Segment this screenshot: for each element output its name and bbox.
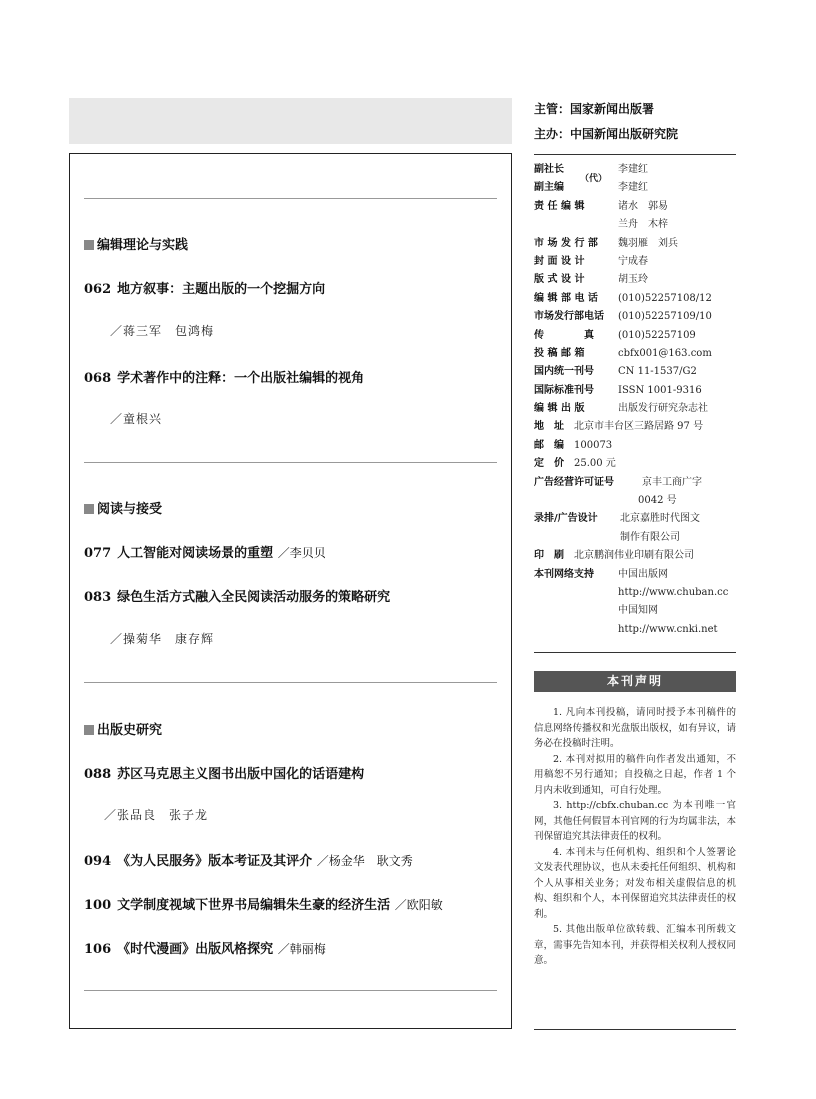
declaration-text (534, 705, 736, 969)
staff-row: 编 辑 部 电 话 (010)52257108/12 (534, 292, 712, 304)
staff-row: 投 稿 邮 箱 cbfx001@163.com (534, 345, 736, 363)
chuban-link[interactable]: http://www.chuban.cc (618, 586, 729, 598)
toc-entry[interactable]: 094 《为人民服务》版本考证及其评介 ／杨金华 耿文秀 (84, 854, 413, 869)
header-band (69, 98, 512, 144)
section-square-icon (84, 725, 94, 735)
masthead-rule (534, 1029, 736, 1030)
staff-row: 制作有限公司 (620, 531, 680, 543)
staff-row: 国际标准刊号 ISSN 1001-9316 (534, 384, 702, 396)
toc-entry[interactable]: 100 文学制度视域下世界书局编辑朱生豪的经济生活 ／欧阳敏 (84, 898, 443, 913)
article-author: ／童根兴 (110, 412, 163, 426)
declaration-paragraph: 2. 本刊对拟用的稿件向作者发出通知，不用稿恕不另行通知；自投稿之日起，作者 1 个月内未收到通知，可自行处理。 (534, 753, 736, 796)
staff-row: 兰舟 木梓 (618, 219, 668, 231)
masthead-rule (534, 652, 736, 653)
staff-row (534, 584, 736, 602)
masthead-rule (534, 154, 736, 155)
staff-row: 广告经营许可证号 京丰工商广字 (534, 476, 702, 488)
article-author: ／操菊华 康存辉 (110, 632, 215, 646)
declaration-paragraph: 5. 其他出版单位欲转载、汇编本刊所载文章，需事先告知本刊，并获得相关权利人授权同意。 (534, 924, 736, 966)
toc-entry[interactable]: 077 人工智能对阅读场景的重塑 ／李贝贝 (84, 546, 326, 561)
declaration-paragraph: 4. 本刊未与任何机构、组织和个人签署论文发表代理协议，也从未委托任何组织、机构和个人从事相关业务；对发布相关虚假信息的机构、组织和个人，本刊保留追究其法律责任的权利。 (534, 846, 736, 920)
sponsor: 主办：中国新闻出版研究院 (534, 127, 679, 141)
staff-row: 市场发行部电话 (010)52257109/10 (534, 311, 712, 323)
staff-row: 封 面 设 计 宁成春 (534, 255, 648, 267)
divider (84, 682, 497, 683)
staff-row: 印 刷 北京鹏润伟业印刷有限公司 (534, 550, 694, 562)
staff-row: 邮 编 100073 (534, 439, 613, 451)
toc-entry[interactable]: 083 绿色生活方式融入全民阅读活动服务的策略研究 (84, 590, 391, 605)
staff-row: 中国知网 (618, 605, 658, 617)
toc-entry[interactable]: 106 《时代漫画》出版风格探究 ／韩丽梅 (84, 942, 326, 957)
article-author: ／张品良 张子龙 (104, 808, 209, 822)
staff-list (534, 161, 736, 639)
divider (84, 198, 497, 199)
toc-entry[interactable]: 062 地方叙事：主题出版的一个挖掘方向 (84, 282, 326, 297)
declaration-paragraph: 1. 凡向本刊投稿，请同时授予本刊稿件的信息网络传播权和光盘版出版权，如有异议，请务必在投稿时注明。 (534, 707, 736, 749)
staff-row: 定 价 25.00 元 (534, 458, 616, 470)
staff-row: 编 辑 出 版 出版发行研究杂志社 (534, 403, 708, 415)
divider (84, 462, 497, 463)
staff-row: 录排/广告设计 北京嘉胜时代图文 (534, 513, 700, 525)
declaration-title: 本刊声明 (534, 671, 736, 692)
section-title: 编辑理论与实践 (84, 234, 188, 253)
section-title: 阅读与接受 (84, 498, 162, 517)
toc-entry[interactable]: 068 学术著作中的注释：一个出版社编辑的视角 (84, 371, 365, 386)
staff-row: 版 式 设 计 胡玉玲 (534, 274, 648, 286)
declaration-paragraph: 3. http://cbfx.chuban.cc 为本刊唯一官网，其他任何假冒本刊官网的行为均属非法，本刊保留追究其法律责任的权利。 (534, 800, 736, 842)
staff-row: 地 址 北京市丰台区三路居路 97 号 (534, 421, 704, 433)
article-author: ／蒋三军 包鸿梅 (110, 324, 215, 338)
staff-row: 副社长 （代） 李建红 (534, 164, 648, 184)
email-link[interactable]: cbfx001@163.com (618, 347, 712, 359)
staff-row: 责 任 编 辑 诸水 郭易 (534, 200, 668, 212)
staff-row: 市 场 发 行 部 魏羽雁 刘兵 (534, 237, 678, 249)
staff-row: 0042 号 (638, 495, 677, 507)
staff-row (534, 621, 736, 639)
staff-row: 传 真 (010)52257109 (534, 329, 696, 341)
section-title: 出版史研究 (84, 719, 162, 738)
staff-row: 副主编 李建红 (534, 182, 648, 194)
toc-entry[interactable]: 088 苏区马克思主义图书出版中国化的话语建构 (84, 767, 365, 782)
cnki-link[interactable]: http://www.cnki.net (618, 623, 718, 635)
divider (84, 990, 497, 991)
section-square-icon (84, 240, 94, 250)
staff-row: 国内统一刊号 CN 11-1537/G2 (534, 366, 697, 378)
staff-row: 本刊网络支持 中国出版网 (534, 568, 668, 580)
supervisor: 主管：国家新闻出版署 (534, 102, 655, 116)
section-square-icon (84, 504, 94, 514)
